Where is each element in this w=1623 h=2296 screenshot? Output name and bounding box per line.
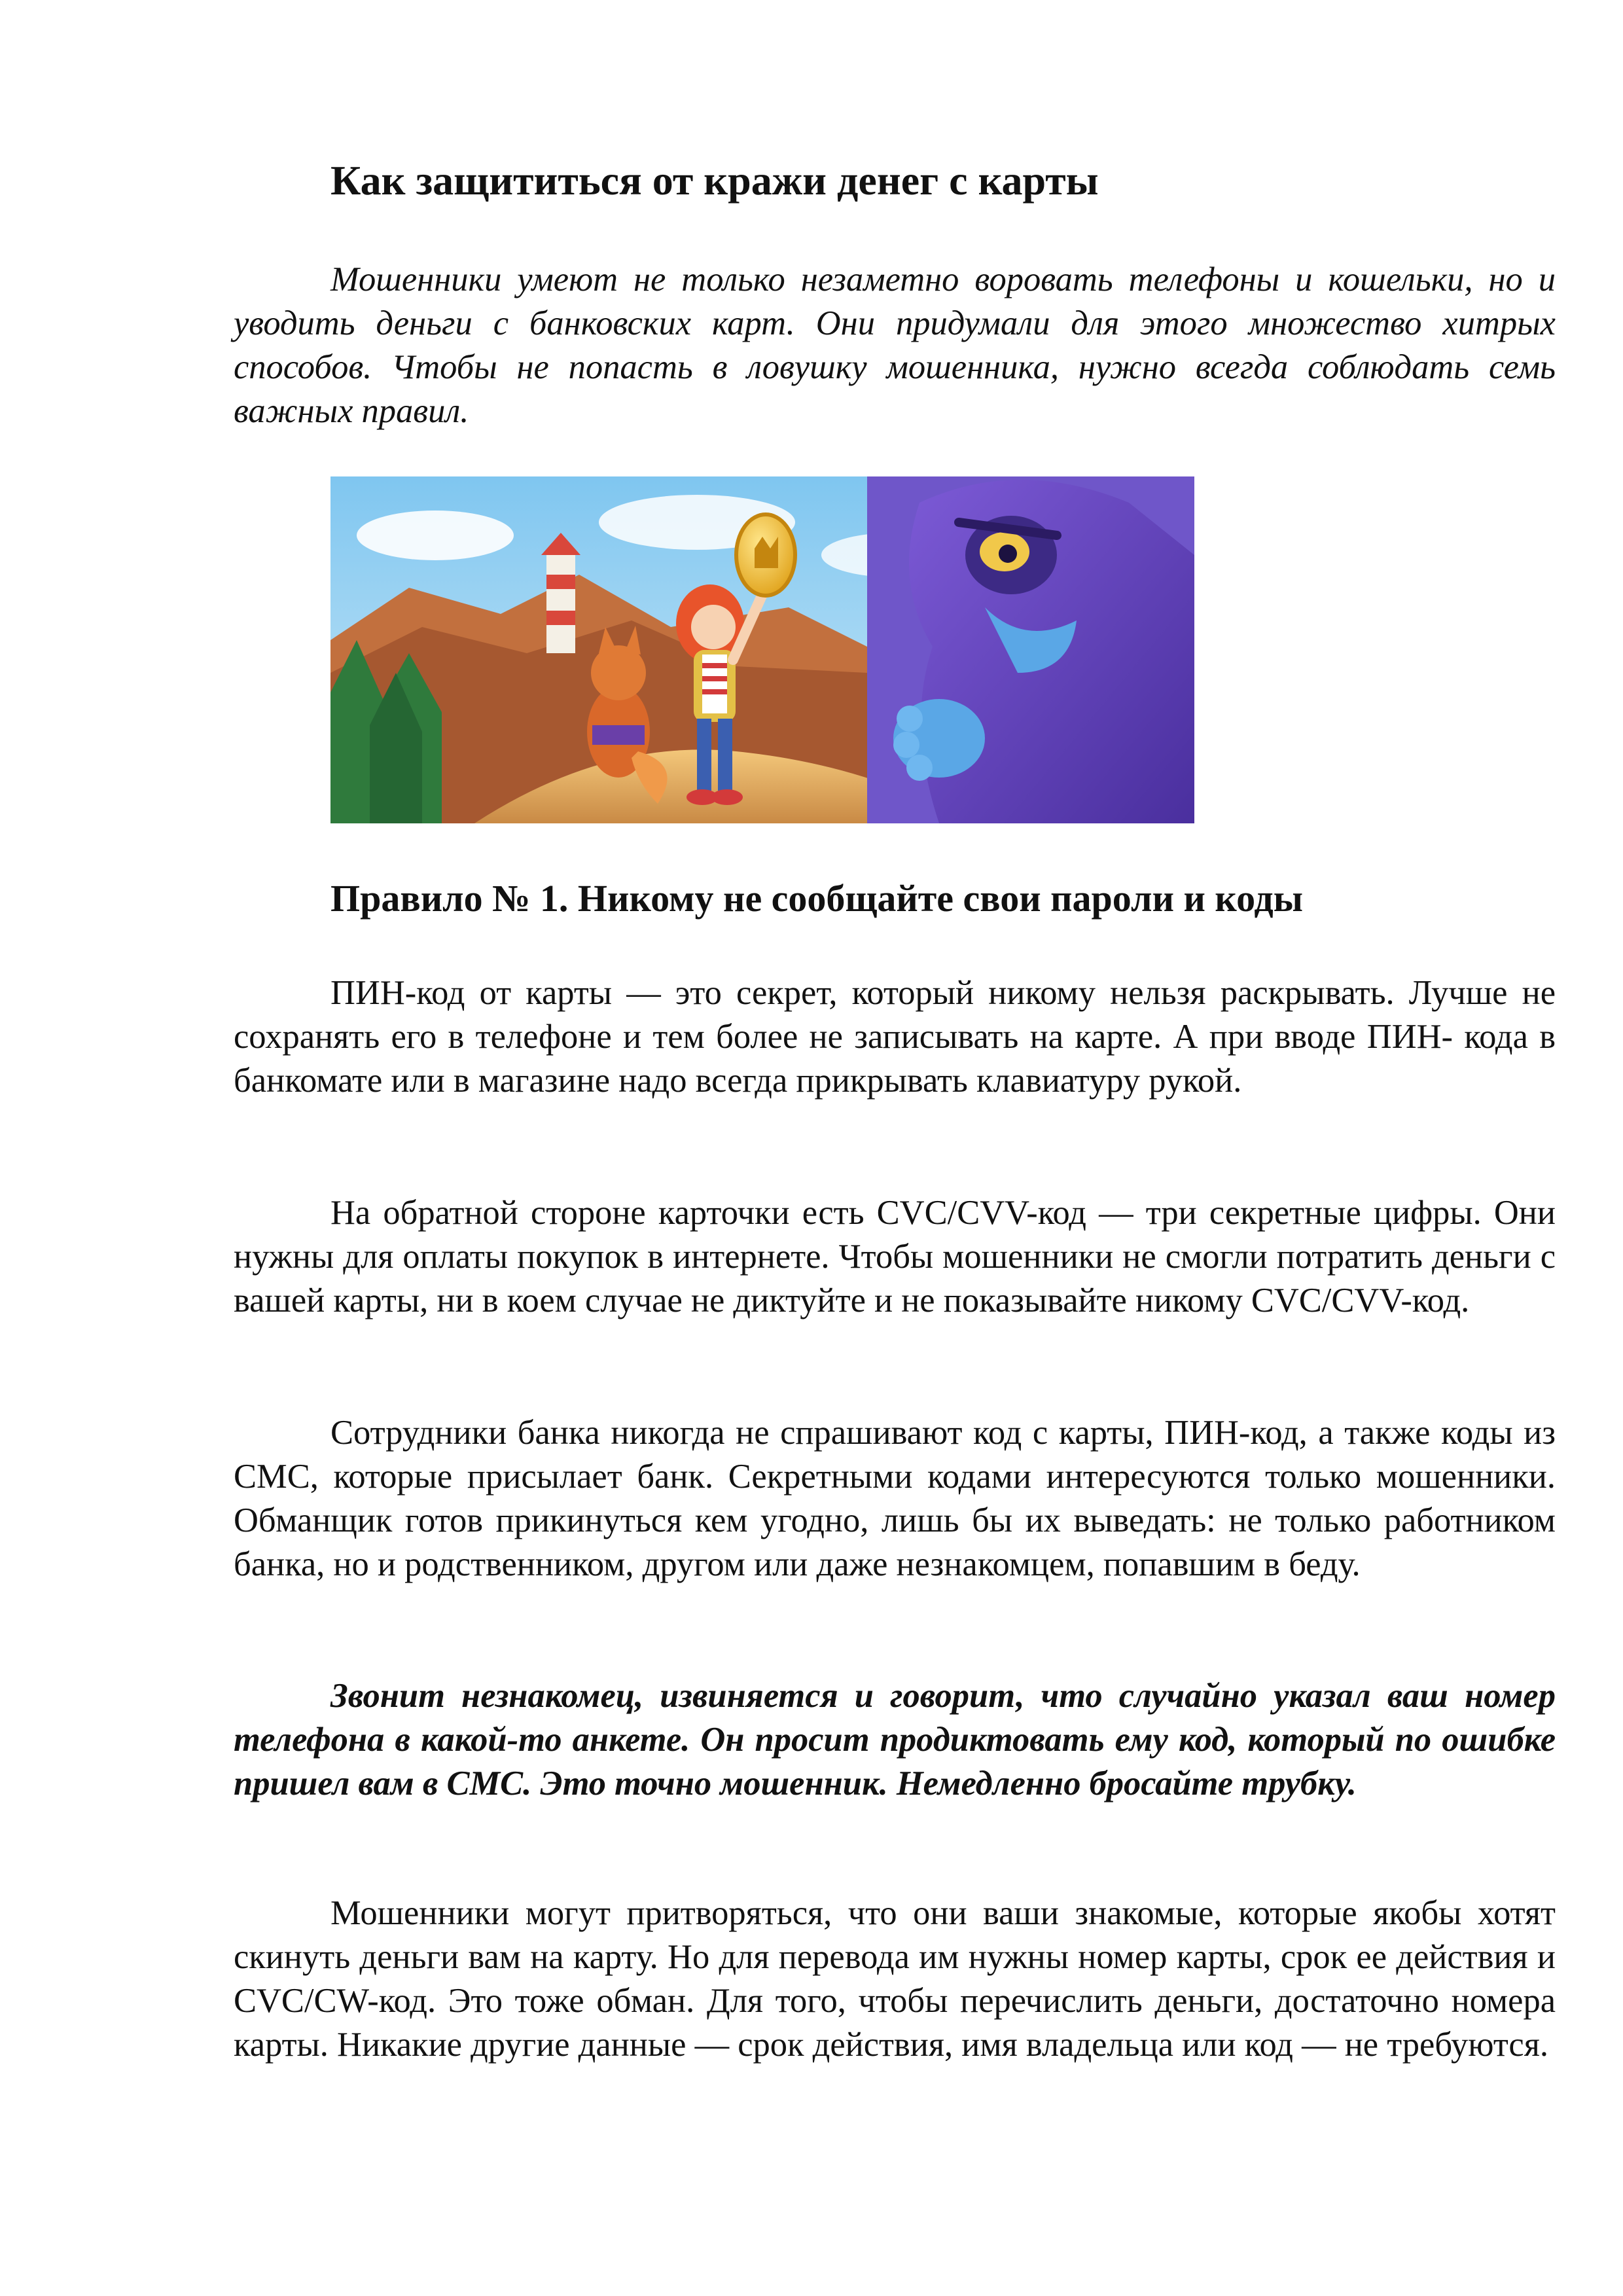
rule-1-paragraph-transfer: Мошенники могут притворяться, что они ваши знакомые, которые якобы хотят скинуть деньги вам на карту. Но для перевода им нужны номер карты, срок ее действия и CVC/CW-код. Это тоже обман. Для того, чтобы перечислить деньги, достаточно номера карты. Никакие другие данные — срок действия, имя владельца или код — не требуются. [234, 1894, 1556, 2064]
cartoon-illustration [330, 476, 1194, 823]
rule-1-paragraph-cvc: На обратной стороне карточки есть CVC/CVV-код — три секретные цифры. Они нужны для оплаты покупок в интернете. Чтобы мошенники не смогли потратить деньги с вашей карты, ни в коем случае не диктуйте и не показывайте никому CVC/CVV-код. [234, 1194, 1556, 1319]
page-title: Как защититься от кражи денег с карты [330, 157, 1099, 204]
cloud [357, 511, 514, 560]
rule-1-warning: Звонит незнакомец, извиняется и говорит, что случайно указал ваш номер телефона в какой-то анкете. Он просит продиктовать ему код, который по ошибке пришел вам в СМС. Это точно мошенник. Немедленно бросайте трубку. [234, 1677, 1556, 1803]
gold-coin [736, 514, 795, 596]
rule-1-paragraph-pin: ПИН-код от карты — это секрет, который никому нельзя раскрывать. Лучше не сохранять его в телефоне и тем более не записывать на карте. А при вводе ПИН- кода в банкомате или в магазине надо всегда прикрывать клавиатуру рукой. [234, 974, 1556, 1100]
cartoon-illustration-girl-with-coin-icon [330, 476, 1194, 823]
rule-1-paragraph-bank-staff: Сотрудники банка никогда не спрашивают код с карты, ПИН-код, а также коды из СМС, которые присылает банк. Секретными кодами интересуются только мошенники. Обманщик готов прикинуться кем угодно, лишь бы их выведать: не только работником банка, но и родственником, другом или даже незнакомцем, попавшим в беду. [234, 1414, 1556, 1583]
monster-character [893, 480, 1194, 823]
intro-paragraph: Мошенники умеют не только незаметно воровать телефоны и кошельки, но и уводить деньги с банковских карт. Они придумали для этого множество хитрых способов. Чтобы не попасть в ловушку мошенника, нужно всегда соблюдать семь важных правил. [234, 260, 1556, 430]
lighthouse [546, 555, 575, 653]
rule-1-heading: Правило № 1. Никому не сообщайте свои пароли и коды [330, 877, 1304, 920]
